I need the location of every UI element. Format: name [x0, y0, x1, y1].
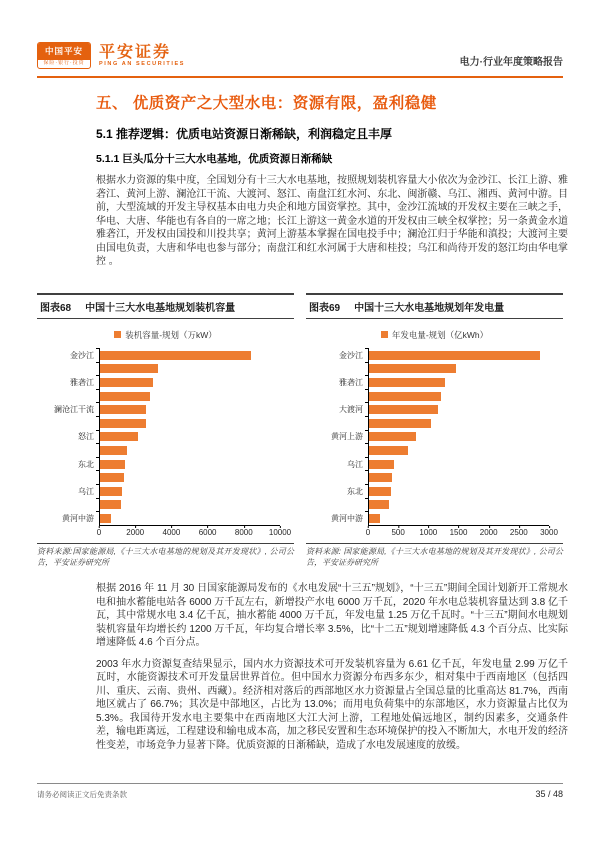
row-plot: [99, 457, 280, 471]
category-label: 东北: [78, 459, 94, 469]
chart-row: [37, 403, 280, 417]
row-plot: [368, 512, 549, 526]
chart-row: [306, 403, 549, 417]
bar: [369, 473, 392, 482]
row-plot: [368, 457, 549, 471]
caption-number: 图表69: [309, 302, 341, 314]
chart-row: [306, 498, 549, 512]
bar: [369, 446, 408, 455]
chart-row: [306, 430, 549, 444]
chart-row: [37, 389, 280, 403]
bar: [100, 351, 251, 360]
category-label: 黄河中游: [331, 513, 363, 523]
brand-name: 平安证券: [99, 44, 172, 61]
x-tick-label: 2500: [509, 528, 528, 538]
chart-row: [306, 444, 549, 458]
x-tick-label: 1500: [449, 528, 468, 538]
bar: [369, 392, 441, 401]
row-plot: [99, 403, 280, 417]
caption-title: 中国十三大水电基地规划年发电量: [354, 302, 505, 314]
badge-line2: 保险·银行·投资: [43, 60, 85, 66]
chart-row: [306, 362, 549, 376]
chart-plot-area: [306, 349, 563, 526]
bar: [369, 460, 394, 469]
caption-number: 图表68: [40, 302, 72, 314]
chart-plot-area: [37, 349, 294, 526]
bar: [100, 514, 111, 523]
bar: [100, 419, 146, 428]
chart-legend: [306, 329, 563, 341]
figure-69: [306, 293, 563, 569]
content-column-bottom: [96, 582, 568, 752]
bar: [100, 405, 146, 414]
paragraph-3: 2003 年水力资源复查结果显示，国内水力资源技术可开发装机容量为 6.61 亿千瓦，年发电量 2.99 万亿千瓦时，水能资源技术可开发量居世界首位。但中国水力资源分布西多东少，相对集中于西南地区（包括四川、重庆、云南、贵州、西藏）。经济相对落后的西部地区水力资源量占全国总量的比重高达 81.7%，西南地区就占了 66.7%；其次是中部地区，占比为 13.0%；而用电负荷集中的东部地区，水力资源量占比仅为 5.3%。我国待开发水电主要集中在西南地区大江大河上游，工程地处偏远地区，制约因素多，交通条件差，输电距离远，工程建设和输电成本高，加之移民安置和生态环境保护的投入不断加大，水电开发的经济性变差，市场竞争力显著下降。优质资源的日渐稀缺，造成了水电发展速度的放缓。: [96, 658, 568, 751]
chart-row: [306, 457, 549, 471]
row-plot: [368, 389, 549, 403]
bar-chart-installed-capacity: [37, 349, 294, 538]
page-footer: [37, 783, 563, 800]
row-plot: [99, 498, 280, 512]
bar: [369, 514, 380, 523]
page-number: 35 / 48: [535, 789, 563, 799]
chart-row: [306, 484, 549, 498]
row-plot: [368, 403, 549, 417]
paragraph-2: 根据 2016 年 11 月 30 日国家能源局发布的《水电发展“十三五”规划》，“十三五”期间全国计划新开工常规水电和抽水蓄能电站各 6000 万千瓦左右，新增投产水电 6000 万千瓦，2020 年水电总装机容量达到 3.8 亿千瓦，其中常规水电 3.4 亿千瓦，抽水蓄能 4000 万千瓦，年发电量 1.25 万亿千瓦时。“十三五”期间水电规划装机容量年均增长约 1200 万千瓦，年均复合增长率 3.5%，比“十二五”规划增速降低 4.3 个百分点、比实际增速降低 4.6 个百分点。: [96, 583, 568, 649]
brand-block: [99, 44, 185, 67]
x-tick-label: 4000: [162, 528, 181, 538]
chart-row: [306, 349, 549, 363]
row-plot: [99, 484, 280, 498]
row-plot: [99, 362, 280, 376]
chart-row: [37, 349, 280, 363]
x-tick-label: 2000: [126, 528, 145, 538]
row-plot: [99, 416, 280, 430]
category-label: 乌江: [78, 486, 94, 496]
category-label: 雅砻江: [70, 377, 94, 387]
x-tick-label: 500: [391, 528, 405, 538]
bar: [100, 378, 153, 387]
bar: [100, 446, 127, 455]
bar: [369, 419, 431, 428]
figure-68: [37, 293, 294, 569]
category-label: 雅砻江: [339, 377, 363, 387]
row-plot: [368, 471, 549, 485]
legend-square-icon: [381, 331, 388, 338]
row-plot: [99, 444, 280, 458]
caption-title: 中国十三大水电基地规划装机容量: [85, 302, 236, 314]
row-plot: [368, 430, 549, 444]
x-axis: [96, 525, 292, 538]
legend-label: 年发电量-规划（亿kWh）: [391, 329, 489, 340]
category-label: 大渡河: [339, 405, 363, 415]
paragraph-1: 根据水力资源的集中度，全国划分有十三大水电基地，按照规划装机容量大小依次为金沙江、长江上游、雅砻江、黄河上游、澜沧江干流、大渡河、怒江、南盘江红水河、东北、闽浙赣、乌江、湘西、黄河中游。目前，大型流域的开发主导权基本由电力央企和地方国资掌控。其中，金沙江流域的开发权主要在三峡之手，华电、大唐、华能也有各自的一席之地；长江上游这一黄金水道的开发权由三峡全权掌控；另一条黄金水道雅砻江，开发权由国投和川投共享；黄河上游基本掌握在国电投手中；澜沧江归于华能和滇投；大渡河主要由国电负责，大唐和华电也参与部分；南盘江和红水河属于大唐和桂投；乌江和尚待开发的怒江均由华电掌控 。: [96, 175, 568, 267]
source-note: 资料来源: 国家能源局,《十三大水电基地的规划及其开发现状》, 公司公告，平安证券研究所: [306, 543, 563, 568]
category-label: 乌江: [347, 459, 363, 469]
bar: [369, 487, 391, 496]
x-tick-label: 0: [96, 528, 102, 538]
content-column-top: [96, 91, 568, 269]
bar: [100, 364, 158, 373]
heading-5-1-1: 5.1.1 巨头瓜分十三大水电基地，优质资源日渐稀缺: [96, 153, 333, 165]
bar: [369, 432, 416, 441]
chart-row: [306, 471, 549, 485]
category-label: 澜沧江干流: [54, 405, 94, 415]
bar: [369, 351, 540, 360]
x-tick-label: 8000: [234, 528, 253, 538]
legend-label: 装机容量-规划（万kW）: [125, 329, 217, 340]
category-label: 东北: [347, 486, 363, 496]
figures-row: [0, 293, 600, 569]
category-label: 黄河上游: [331, 432, 363, 442]
chart-row: [37, 362, 280, 376]
chart-legend: [37, 329, 294, 341]
bar: [369, 405, 438, 414]
disclaimer-text: 请务必阅读正文后免责条款: [37, 790, 127, 799]
row-plot: [368, 484, 549, 498]
chart-row: [37, 416, 280, 430]
source-note: 资料来源:国家能源局,《十三大水电基地的规划及其开发现状》, 公司公告，平安证券研究所: [37, 543, 294, 568]
figure-caption: [37, 293, 294, 319]
chart-row: [306, 416, 549, 430]
row-plot: [99, 512, 280, 526]
heading-5-1: 5.1 推荐逻辑：优质电站资源日渐稀缺，利润稳定且丰厚: [96, 127, 393, 141]
bar: [100, 500, 121, 509]
row-plot: [368, 349, 549, 363]
header-divider: [37, 76, 563, 78]
bar-chart-annual-generation: [306, 349, 563, 538]
chart-row: [37, 512, 280, 526]
chart-row: [37, 430, 280, 444]
chart-row: [37, 376, 280, 390]
bar: [100, 432, 138, 441]
x-tick-label: 0: [365, 528, 371, 538]
row-plot: [99, 430, 280, 444]
category-label: 黄河中游: [62, 513, 94, 523]
chart-row: [37, 498, 280, 512]
x-axis: [365, 525, 558, 538]
x-tick-label: 1000: [419, 528, 438, 538]
legend-square-icon: [114, 331, 121, 338]
chart-row: [37, 484, 280, 498]
row-plot: [99, 376, 280, 390]
figure-caption: [306, 293, 563, 319]
page-header: [0, 0, 600, 78]
row-plot: [99, 471, 280, 485]
row-plot: [368, 444, 549, 458]
bar: [369, 378, 445, 387]
row-plot: [368, 362, 549, 376]
x-tick-label: 6000: [198, 528, 217, 538]
x-tick-label: 10000: [268, 528, 292, 538]
section-title: 五、 优质资产之大型水电：资源有限，盈利稳健: [96, 95, 437, 112]
pingan-logo: [37, 42, 185, 69]
chart-row: [37, 444, 280, 458]
bar: [369, 500, 389, 509]
row-plot: [99, 349, 280, 363]
row-plot: [99, 389, 280, 403]
bar: [100, 392, 150, 401]
chart-row: [37, 457, 280, 471]
row-plot: [368, 498, 549, 512]
bar: [100, 487, 122, 496]
report-type-label: 电力·行业年度策略报告: [459, 57, 563, 68]
chart-row: [37, 471, 280, 485]
bar: [100, 460, 125, 469]
row-plot: [368, 416, 549, 430]
bar: [100, 473, 124, 482]
brand-name-en: PING AN SECURITIES: [99, 61, 186, 67]
chart-row: [306, 512, 549, 526]
row-plot: [368, 376, 549, 390]
bar: [369, 364, 456, 373]
chart-row: [306, 376, 549, 390]
category-label: 金沙江: [339, 350, 363, 360]
chart-row: [306, 389, 549, 403]
category-label: 金沙江: [70, 350, 94, 360]
pingan-badge-icon: [37, 42, 91, 69]
badge-line1: 中国平安: [38, 43, 90, 60]
x-tick-label: 2000: [479, 528, 498, 538]
x-tick-label: 3000: [540, 528, 558, 538]
category-label: 怒江: [78, 432, 94, 442]
